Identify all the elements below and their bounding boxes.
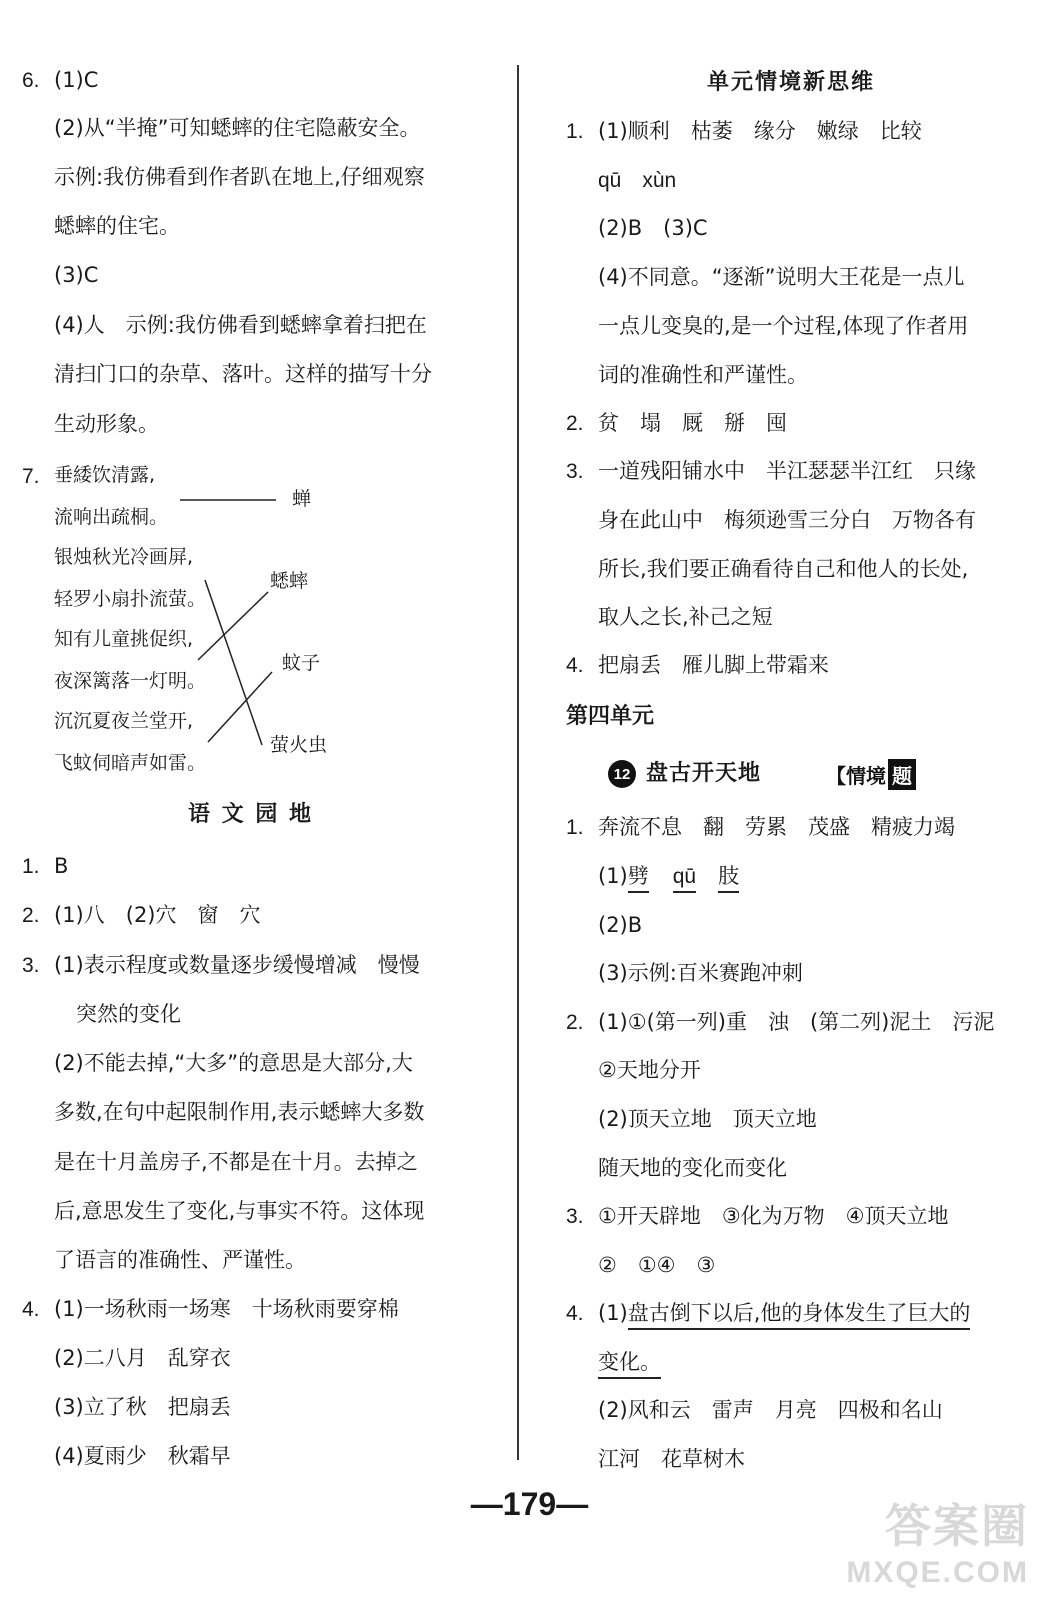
matching-lines xyxy=(0,0,520,800)
r-q3-line2: 身在此山中 梅须逊雪三分白 万物各有 xyxy=(598,508,976,532)
l-q2-number: 2. xyxy=(566,1011,584,1034)
l-q1-number: 1. xyxy=(566,816,584,839)
yw-q4-line2: (2)二八月 乱穿衣 xyxy=(54,1346,231,1370)
l-q4-line1-prefix: (1) xyxy=(598,1301,628,1325)
l-q1-word-pi: 劈 xyxy=(628,864,649,893)
l-q1-word-zhi: 肢 xyxy=(718,864,739,893)
yw-q1-number: 1. xyxy=(22,855,40,878)
poem-line: 夜深篱落一灯明。 xyxy=(54,670,207,692)
q6-part2-line1: (2)从“半掩”可知蟋蟀的住宅隐蔽安全。 xyxy=(54,116,421,140)
q6-part4-line2: 清扫门口的杂草、落叶。这样的描写十分 xyxy=(54,362,432,386)
yw-q2-number: 2. xyxy=(22,904,40,927)
l-q4-line3: (2)风和云 雷声 月亮 四极和名山 xyxy=(598,1398,943,1422)
lesson-tag xyxy=(818,758,924,790)
l-q2-line4: 随天地的变化而变化 xyxy=(598,1156,787,1180)
r-q1-line5: 一点儿变臭的,是一个过程,体现了作者用 xyxy=(598,314,969,338)
match-line xyxy=(198,592,268,660)
yw-q4-number: 4. xyxy=(22,1298,40,1321)
r-q4-answer: 把扇丢 雁儿脚上带霜来 xyxy=(598,653,829,677)
l-q1-line2 xyxy=(598,866,739,887)
poem-line: 流响出疏桐。 xyxy=(54,506,169,528)
yw-q4-line3: (3)立了秋 把扇丢 xyxy=(54,1395,231,1419)
section-heading-yuwen: 语 文 园 地 xyxy=(188,802,313,827)
l-q4-line2 xyxy=(598,1352,661,1373)
l-q2-line2: ②天地分开 xyxy=(598,1058,701,1082)
section-heading-unit: 单元情境新思维 xyxy=(707,70,876,95)
r-q1-number: 1. xyxy=(566,120,584,143)
q6-part4-line3: 生动形象。 xyxy=(54,412,159,436)
watermark-logo-text: 答案圈 xyxy=(885,1500,1029,1552)
lesson-tag-text: 【情境 xyxy=(826,763,886,788)
q6-part1: (1)C xyxy=(54,68,99,92)
r-q1-line4: (4)不同意。“逐渐”说明大王花是一点儿 xyxy=(598,265,965,289)
yw-q1-answer: B xyxy=(54,854,69,878)
q7-number: 7. xyxy=(22,465,40,488)
q6-part2-line3: 蟋蟀的住宅。 xyxy=(54,214,180,238)
l-q3-number: 3. xyxy=(566,1205,584,1228)
r-q1-line1: (1)顺利 枯萎 缘分 嫩绿 比较 xyxy=(598,119,922,143)
yw-q3-number: 3. xyxy=(22,954,40,977)
match-answer-cricket: 蟋蟀 xyxy=(270,570,309,592)
r-q1-pinyin: qū xùn xyxy=(598,169,677,192)
match-answer-firefly: 萤火虫 xyxy=(270,734,328,756)
yw-q3-line6: 后,意思发生了变化,与事实不符。这体现 xyxy=(54,1199,425,1223)
l-q4-underlined-sentence: 盘古倒下以后,他的身体发生了巨大的 xyxy=(628,1301,971,1330)
l-q4-number: 4. xyxy=(566,1302,584,1325)
poem-line: 沉沉夏夜兰堂开, xyxy=(54,710,194,732)
poem-line: 银烛秋光冷画屏, xyxy=(54,546,194,568)
yw-q3-line2: 突然的变化 xyxy=(76,1002,181,1026)
q6-number: 6. xyxy=(22,69,40,92)
column-divider xyxy=(517,65,519,1460)
r-q3-line4: 取人之长,补己之短 xyxy=(598,605,773,629)
match-answer-mosquito: 蚊子 xyxy=(282,652,321,674)
l-q1-pinyin: qū xyxy=(673,865,696,893)
poem-line: 垂緌饮清露, xyxy=(54,464,156,486)
r-q2-number: 2. xyxy=(566,412,584,435)
lesson-title: 盘古开天地 xyxy=(646,761,762,786)
poem-line: 知有儿童挑促织, xyxy=(54,628,194,650)
l-q4-underlined-end: 变化。 xyxy=(598,1350,661,1379)
yw-q3-line5: 是在十月盖房子,不都是在十月。去掉之 xyxy=(54,1150,418,1174)
yw-q3-line4: 多数,在句中起限制作用,表示蟋蟀大多数 xyxy=(54,1100,425,1124)
r-q3-number: 3. xyxy=(566,460,584,483)
yw-q2-answer: (1)八 (2)穴 窗 穴 xyxy=(54,903,261,927)
l-q3-line1: ①开天辟地 ③化为万物 ④顶天立地 xyxy=(598,1204,949,1228)
l-q3-line2: ② ①④ ③ xyxy=(598,1253,716,1277)
l-q2-line1: (1)①(第一列)重 浊 (第二列)泥土 污泥 xyxy=(598,1010,995,1034)
lesson-number-badge: 12 xyxy=(608,760,636,788)
l-q4-line4: 江河 花草树木 xyxy=(598,1447,745,1471)
r-q1-line3: (2)B (3)C xyxy=(598,216,708,240)
page-number: —179— xyxy=(470,1486,589,1522)
unit-four-heading: 第四单元 xyxy=(566,704,655,729)
yw-q4-line4: (4)夏雨少 秋霜早 xyxy=(54,1444,231,1468)
r-q3-line3: 所长,我们要正确看待自己和他人的长处, xyxy=(598,557,969,581)
match-answer-cicada: 蝉 xyxy=(292,488,312,510)
q6-part3: (3)C xyxy=(54,263,99,287)
r-q4-number: 4. xyxy=(566,654,584,677)
l-q1-line1: 奔流不息 翻 劳累 茂盛 精疲力竭 xyxy=(598,815,955,839)
yw-q3-line3: (2)不能去掉,“大多”的意思是大部分,大 xyxy=(54,1051,413,1075)
yw-q3-line1: (1)表示程度或数量逐步缓慢增减 慢慢 xyxy=(54,953,420,977)
q6-part2-line2: 示例:我仿佛看到作者趴在地上,仔细观察 xyxy=(54,165,425,189)
watermark-url: MXQE.COM xyxy=(846,1556,1029,1589)
l-q1-line3: (2)B xyxy=(598,913,643,937)
l-q4-line1 xyxy=(598,1303,970,1324)
yw-q3-line7: 了语言的准确性、严谨性。 xyxy=(54,1248,306,1272)
r-q2-answer: 贫 塌 厩 掰 囤 xyxy=(598,411,787,435)
r-q1-line6: 词的准确性和严谨性。 xyxy=(598,363,808,387)
l-q1-line4: (3)示例:百米赛跑冲刺 xyxy=(598,961,803,985)
watermark xyxy=(846,1490,1029,1590)
poem-line: 轻罗小扇扑流萤。 xyxy=(54,588,207,610)
l-q1-line2-prefix: (1) xyxy=(598,864,628,888)
l-q2-line3: (2)顶天立地 顶天立地 xyxy=(598,1107,817,1131)
match-line xyxy=(205,580,262,745)
poem-line: 飞蚊伺暗声如雷。 xyxy=(54,752,207,774)
q6-part4-line1: (4)人 示例:我仿佛看到蟋蟀拿着扫把在 xyxy=(54,313,427,337)
lesson-tag-box: 题 xyxy=(888,759,916,790)
yw-q4-line1: (1)一场秋雨一场寒 十场秋雨要穿棉 xyxy=(54,1297,399,1321)
r-q3-line1: 一道残阳铺水中 半江瑟瑟半江红 只缘 xyxy=(598,459,976,483)
